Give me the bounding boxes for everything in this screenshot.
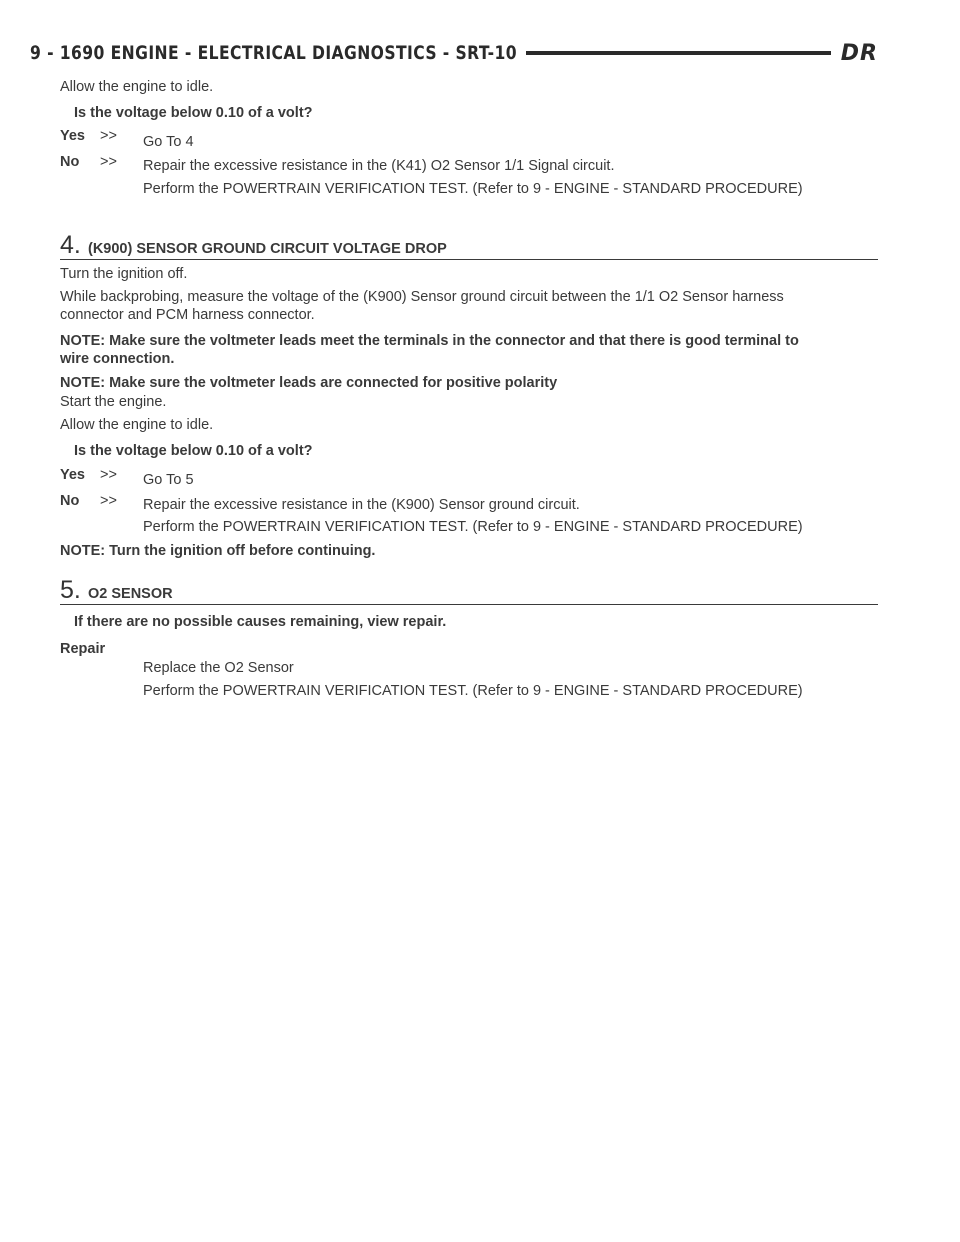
instruction: Turn the ignition off. xyxy=(60,266,188,282)
no-label: No xyxy=(60,493,80,509)
question: Is the voltage below 0.10 of a volt? xyxy=(74,105,313,121)
no-action: Repair the excessive resistance in the (K41) O2 Sensor 1/1 Signal circuit. xyxy=(143,158,615,174)
verify-instruction: Perform the POWERTRAIN VERIFICATION TEST. (Refer to 9 - ENGINE - STANDARD PROCEDURE) xyxy=(143,519,803,535)
instruction-idle: Allow the engine to idle. xyxy=(60,417,214,433)
page-title: 9 - 1690 ENGINE - ELECTRICAL DIAGNOSTICS - SRT-10 xyxy=(30,42,517,64)
step-4-heading xyxy=(60,229,878,260)
no-arrow: >> xyxy=(100,154,117,170)
question: If there are no possible causes remaining, view repair. xyxy=(74,614,447,630)
instruction: connector and PCM harness connector. xyxy=(60,307,315,323)
step-title: (K900) SENSOR GROUND CIRCUIT VOLTAGE DROP xyxy=(88,241,447,257)
model-code: DR xyxy=(840,40,878,66)
header-rule xyxy=(526,51,831,55)
verify-instruction: Perform the POWERTRAIN VERIFICATION TEST. (Refer to 9 - ENGINE - STANDARD PROCEDURE) xyxy=(143,683,803,699)
instruction: While backprobing, measure the voltage of the (K900) Sensor ground circuit between the 1/1 O2 Sensor harness xyxy=(60,289,784,305)
step-5-heading xyxy=(60,574,878,605)
note: NOTE: Make sure the voltmeter leads are connected for positive polarity xyxy=(60,375,558,391)
question: Is the voltage below 0.10 of a volt? xyxy=(74,443,313,459)
step-number: 5. xyxy=(60,576,81,604)
no-label: No xyxy=(60,154,80,170)
repair-label: Repair xyxy=(60,641,106,657)
repair-action: Replace the O2 Sensor xyxy=(143,660,294,676)
yes-action: Go To 4 xyxy=(143,134,194,150)
instruction-idle: Allow the engine to idle. xyxy=(60,79,214,95)
step-number: 4. xyxy=(60,231,81,259)
yes-arrow: >> xyxy=(100,467,117,483)
yes-arrow: >> xyxy=(100,128,117,144)
no-arrow: >> xyxy=(100,493,117,509)
page-header xyxy=(30,40,878,66)
note: wire connection. xyxy=(60,351,175,367)
instruction: Start the engine. xyxy=(60,394,167,410)
yes-action: Go To 5 xyxy=(143,472,194,488)
note: NOTE: Make sure the voltmeter leads meet the terminals in the connector and that there is good terminal to xyxy=(60,333,799,349)
yes-label: Yes xyxy=(60,128,85,144)
yes-label: Yes xyxy=(60,467,85,483)
verify-instruction: Perform the POWERTRAIN VERIFICATION TEST. (Refer to 9 - ENGINE - STANDARD PROCEDURE) xyxy=(143,181,803,197)
no-action: Repair the excessive resistance in the (K900) Sensor ground circuit. xyxy=(143,497,580,513)
note: NOTE: Turn the ignition off before continuing. xyxy=(60,543,376,559)
step-title: O2 SENSOR xyxy=(88,586,173,602)
